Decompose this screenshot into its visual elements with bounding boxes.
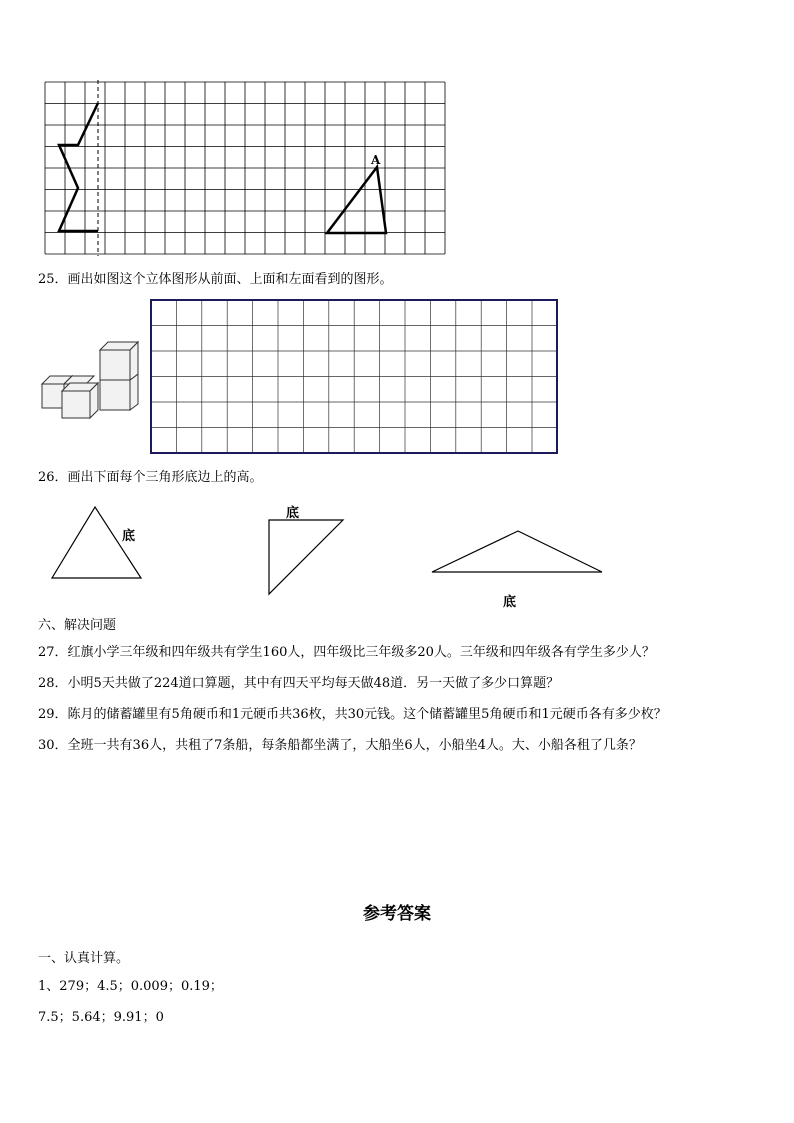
answer-line-1: 1、279；4.5；0.009；0.19； bbox=[38, 979, 223, 994]
answer-grid bbox=[150, 299, 560, 455]
triangle-2 bbox=[269, 520, 343, 594]
cube-figure bbox=[38, 338, 148, 428]
point-a-label: A bbox=[371, 153, 381, 167]
answers-title: 参考答案 bbox=[363, 904, 431, 924]
answers-section-1: 一、认真计算。 bbox=[38, 951, 130, 966]
triangle-a bbox=[327, 167, 386, 233]
base-label-1: 底 bbox=[122, 529, 136, 544]
base-label-3: 底 bbox=[503, 595, 517, 610]
answer-grid-lines bbox=[151, 300, 557, 453]
question-27: 27．红旗小学三年级和四年级共有学生160人，四年级比三年级多20人。三年级和四年级各有学生多少人？ bbox=[38, 645, 655, 660]
section-6-heading: 六、解决问题 bbox=[38, 618, 117, 633]
question-29: 29．陈月的储蓄罐里有5角硬币和1元硬币共36枚，共30元钱。这个储蓄罐里5角硬币和1元硬币各有多少枚？ bbox=[38, 707, 667, 722]
triangle-3 bbox=[432, 531, 602, 572]
question-26: 26．画出下面每个三角形底边上的高。 bbox=[38, 470, 263, 485]
question-30: 30．全班一共有36人，共租了7条船，每条船都坐满了，大船坐6人，小船坐4人。大、小船各租了几条？ bbox=[38, 738, 642, 753]
question-25: 25．画出如图这个立体图形从前面、上面和左面看到的图形。 bbox=[38, 272, 393, 287]
top-grid-figure bbox=[0, 0, 794, 260]
base-label-2: 底 bbox=[286, 506, 300, 521]
answer-line-2: 7.5；5.64；9.91；0 bbox=[38, 1010, 164, 1025]
triangles-figure bbox=[0, 500, 794, 610]
question-28: 28．小明5天共做了224道口算题，其中有四天平均每天做48道．另一天做了多少口算题？ bbox=[38, 676, 560, 691]
